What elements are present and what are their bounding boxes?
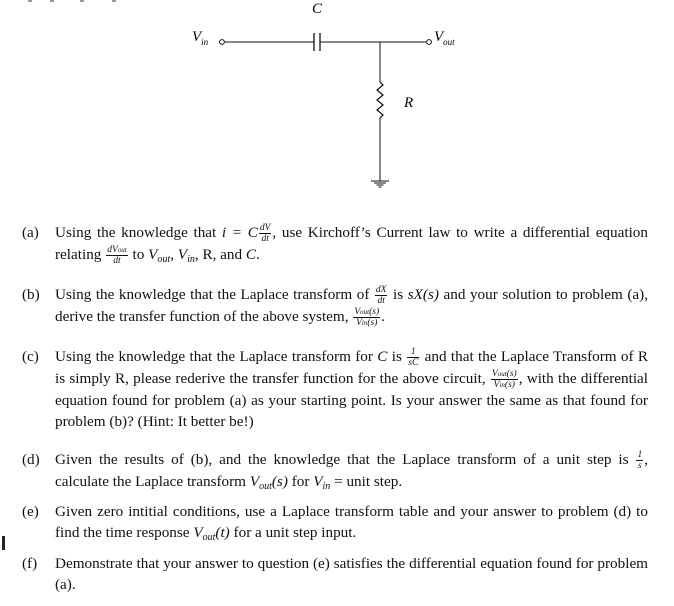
- margin-mark: [2, 536, 5, 550]
- resistor-zigzag: [377, 82, 383, 118]
- problem-tag: (b): [22, 286, 40, 303]
- output-terminal: [427, 40, 432, 45]
- problem-text: Using the knowledge that the Laplace transform for C is $\frac{1}{sC}$ and that the Laplace Transform of R is simply R, please rederive the transfer function for the above circuit, $\frac{\text{Vout(s)}}{\text{Vin(s)}}$ , with the differential equation found for problem (a) as your starting point. Is your answer the same as that found for problem (b)? (Hint: It better be!): [55, 347, 649, 431]
- problem-tag: (e): [22, 503, 39, 520]
- input-label: $V_{in}$: [192, 29, 209, 47]
- input-terminal: [220, 40, 225, 45]
- problem-text: Given the results of (b), and the knowledge that the Laplace transform of a unit step is $\frac{1}{s}$ , calculate the Laplace transform $V_{out}(s)$ for $V_{in}$ = unit step.: [55, 450, 649, 493]
- problem-d: [22, 449, 648, 497]
- problem-c: [22, 346, 648, 432]
- problem-text: Demonstrate that your answer to question (e) satisfies the differential equation found for problem (a).: [55, 555, 648, 593]
- resistor-label: R: [404, 95, 414, 111]
- problem-tag: (f): [22, 555, 38, 572]
- problem-text: Given zero intitial conditions, use a Laplace transform table and your answer to problem (d) to find the time response $V_{out}(t)$ for a unit step input.: [55, 503, 648, 543]
- output-label: $V_{out}$: [434, 29, 455, 47]
- problem-tag: (c): [22, 348, 39, 365]
- problem-a: [22, 222, 648, 270]
- problem-tag: (d): [22, 451, 40, 468]
- problem-e: [22, 501, 648, 548]
- problem-b: [22, 284, 648, 328]
- problem-f: [22, 553, 648, 595]
- rc-circuit-diagram: [0, 0, 674, 210]
- problem-text: Using the knowledge that i = C $\frac{dV}{dt}$ , use Kirchoff’s Current law to write a differential equation relating $\frac{\text{dVout}}{dt}$ to $V_{out}$, $V_{in}$, R, and C.: [55, 223, 648, 267]
- capacitor-label: C: [312, 1, 323, 17]
- problem-tag: (a): [22, 224, 39, 241]
- problem-text: Using the knowledge that the Laplace transform of $\frac{dX}{dt}$ is sX(s) and your solution to problem (a), derive the transfer function of the above system, $\frac{\text{Vout(s)}}{\text{Vin(s)}}$ .: [55, 285, 648, 329]
